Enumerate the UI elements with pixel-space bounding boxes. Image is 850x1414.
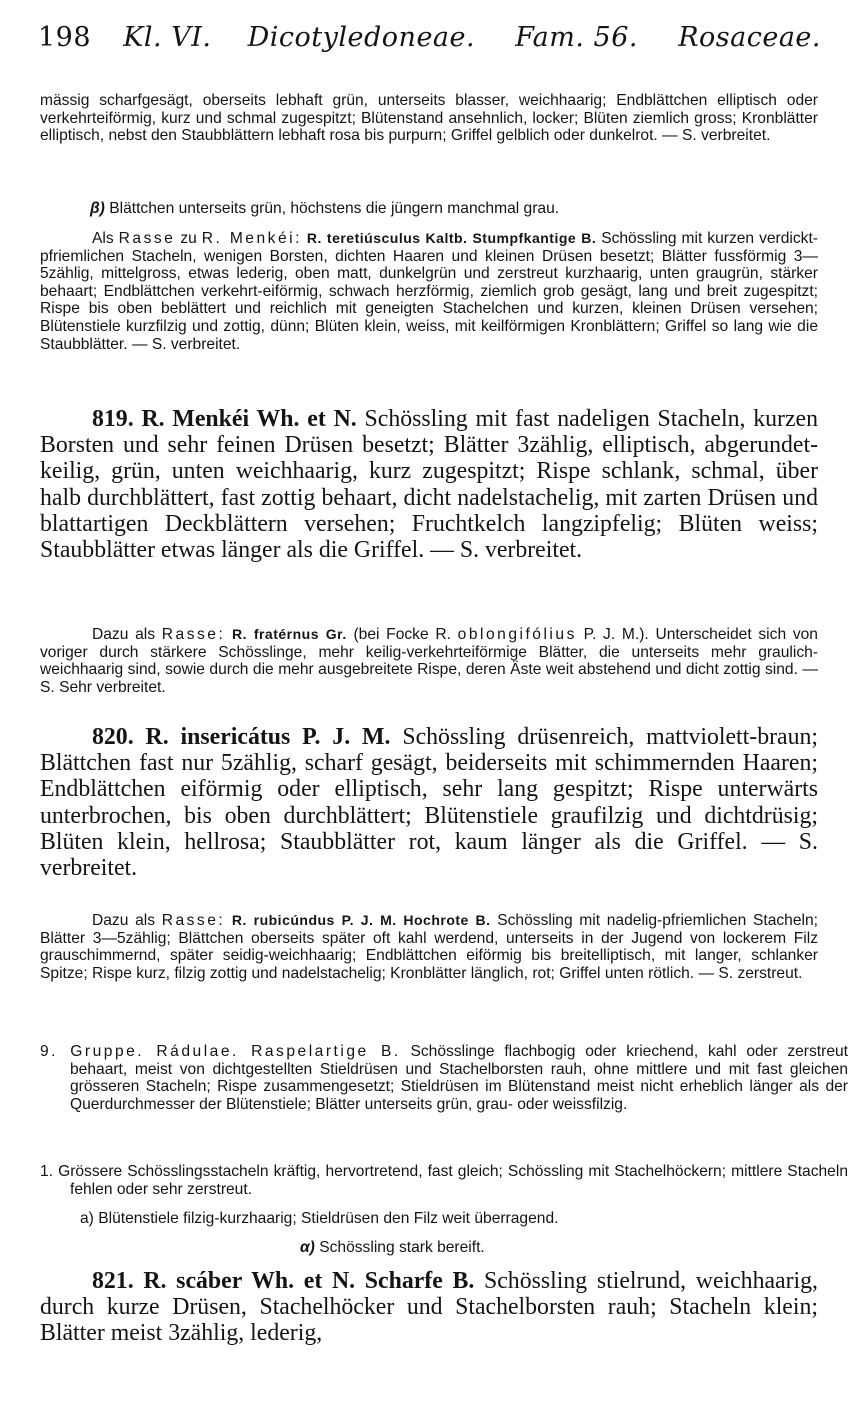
species-820-heading: 820. R. insericátus P. J. M. xyxy=(92,724,391,750)
page-number: 198 xyxy=(38,22,92,53)
species-820-description: Schössling drüsenreich, mattviolett-braun; Blättchen fast nur 5zählig, scharf gesägt, beiderseits mit schimmernden Haaren; Endblättchen eiförmig oder elliptisch, sehr lang gespitzt; Rispe unterwärts unterbrochen, bis oben durchblättert; Blütenstiele graufilzig und dichtdrüsig; Blüten klein, hellrosa; Staubblätter rot, kaum länger als die Griffel. — S. verbreitet. xyxy=(40,724,819,882)
rasse-teretiusculus xyxy=(40,230,818,353)
rasse-lead: Als xyxy=(92,230,114,247)
beta-marker: β) xyxy=(90,200,105,217)
rasse-synonym: oblongifólius xyxy=(457,626,577,643)
species-819-description: Schössling mit fast nadeligen Stacheln, kurzen Borsten und sehr feinen Drüsen besetzt; Blätter 3zählig, elliptisch, abgerundet-keilig, grün, unten weichhaarig, kurz zugespitzt; Rispe schlank, schmal, über halb durchblättert, fast zottig behaart, dicht nadelstachelig, mit zarten Drüsen und blattartigen Deckblättern versehen; Fruchtkelch langzipfelig; Blüten weiss; Staubblätter etwas länger als die Griffel. — S. verbreitet. xyxy=(40,406,818,564)
continued-paragraph: mässig scharfgesägt, oberseits lebhaft grün, unterseits blasser, weichhaarig; Endblättchen elliptisch oder verkehrteiförmig, kurz und schmal zugespitzt; Blütenstand ansehnlich, locker; Blüten ziemlich gross; Kronblätter elliptisch, nebst den Staubblättern lebhaft rosa bis purpurn; Griffel gelblich oder dunkelrot. — S. verbreitet. xyxy=(40,92,818,145)
header-division: Dicotyledoneae. xyxy=(247,22,476,53)
rasse-paren-open: (bei Focke R. xyxy=(353,626,451,643)
rasse-lead: Dazu als xyxy=(92,912,156,929)
species-819-heading: 819. R. Menkéi Wh. et N. xyxy=(92,406,357,432)
species-821 xyxy=(40,1268,818,1347)
rasse-fraternus xyxy=(40,626,818,696)
group-heading: 9. Gruppe. Rádulae. Raspelartige B. xyxy=(40,1043,401,1060)
rasse-parent-species: R. Menkéi: xyxy=(201,230,302,247)
rasse-lead: Dazu als xyxy=(92,626,156,643)
species-821-heading: 821. R. scáber Wh. et N. Scharfe B. xyxy=(92,1268,475,1294)
header-family-number: Fam. 56. xyxy=(515,22,638,53)
rasse-rubicundus xyxy=(40,912,818,982)
alpha-text: Schössling stark bereift. xyxy=(319,1239,485,1256)
species-820 xyxy=(40,724,818,881)
rasse-label: Rasse: xyxy=(161,626,226,643)
header-class: Kl. VI. xyxy=(123,22,212,53)
variety-beta xyxy=(90,200,810,218)
group-9 xyxy=(40,1043,848,1113)
rasse-name: R. rubicúndus P. J. M. Hochrote B. xyxy=(231,912,491,928)
rasse-name: R. teretiúsculus Kaltb. Stumpfkantige B. xyxy=(306,230,597,246)
key-step-a: a) Blütenstiele filzig-kurzhaarig; Stieldrüsen den Filz weit überragend. xyxy=(80,1210,559,1227)
key-step-1: 1. Grössere Schösslingsstacheln kräftig, hervortretend, fast gleich; Schössling mit Stachelhöckern; mittlere Stacheln fehlen oder sehr zerstreut. xyxy=(40,1163,848,1198)
rasse-paren-close: P. J. M.). xyxy=(583,626,649,643)
group-description: Schösslinge flachbogig oder kriechend, kahl oder zerstreut behaart, meist von dichtgestellten Stieldrüsen und Stachelborsten rauh, ohne mittlere und mit fast gleichen grösseren Stacheln; Rispe zusammengesetzt; Stieldrüsen im Blütenstand meist nicht erheblich länger als der Querdurchmesser der Blütenstiele; Blätter unterseits grün, grau- oder weissfilzig. xyxy=(70,1043,848,1113)
rasse-label: Rasse: xyxy=(161,912,226,929)
running-header xyxy=(38,22,821,58)
key-step-alpha xyxy=(300,1239,800,1257)
rasse-zu: zu xyxy=(180,230,197,247)
rasse-description: Schössling mit nadelig-pfriemlichen Stacheln; Blätter 3—5zählig; Blättchen oberseits später oft kahl werdend, unterseits in der Jugend von lockerem Filz grauschimmernd, später seidig-weichhaarig; Endblättchen eiförmig bis breitelliptisch, mit langer, schlanker Spitze; Rispe kurz, filzig zottig und nadelstachelig; Kronblätter länglich, rot; Griffel unten rötlich. — S. zerstreut. xyxy=(40,912,818,982)
rasse-name: R. fratérnus Gr. xyxy=(232,626,347,642)
header-family: Rosaceae. xyxy=(678,22,821,53)
species-821-description: Schössling stielrund, weichhaarig, durch kurze Drüsen, Stachelhöcker und Stachelborsten rauh; Stacheln klein; Blätter meist 3zählig, lederig, xyxy=(40,1268,818,1347)
beta-text: Blättchen unterseits grün, höchstens die jüngern manchmal grau. xyxy=(109,200,560,217)
species-819 xyxy=(40,406,818,563)
rasse-description: Unterscheidet sich von voriger durch stärkere Schösslinge, mehr keilig-verkehrteiförmige Blätter, die unterseits mehr graulich-weichhaarig sind, sowie durch die mehr ausgebreitete Rispe, deren Äste weit abstehend und dicht zottig sind. — S. Sehr verbreitet. xyxy=(40,626,818,696)
rasse-description: Schössling mit kurzen verdickt-pfriemlichen Stacheln, wenigen Borsten, dichten Haaren und kleinen Drüsen besetzt; Blätter fussförmig 3—5zählig, mittelgross, etwas lederig, oben matt, dunkelgrün und zerstreut kurzhaarig, unten graugrün, stärker behaart; Endblättchen verkehrt-eiförmig, schwach herzförmig, ziemlich grob gesägt, lang und breit zugespitzt; Rispe bis oben beblättert und reichlich mit geneigten Stachelchen und kurzen, kleinen Drüsen versehen; Blütenstiele kurzfilzig und zottig, dünn; Blüten klein, weiss, mit keilförmigen Kronblättern; Griffel so lang wie die Staubblätter. — S. verbreitet. xyxy=(40,230,818,353)
rasse-label: Rasse xyxy=(118,230,176,247)
alpha-marker: α) xyxy=(300,1239,315,1256)
